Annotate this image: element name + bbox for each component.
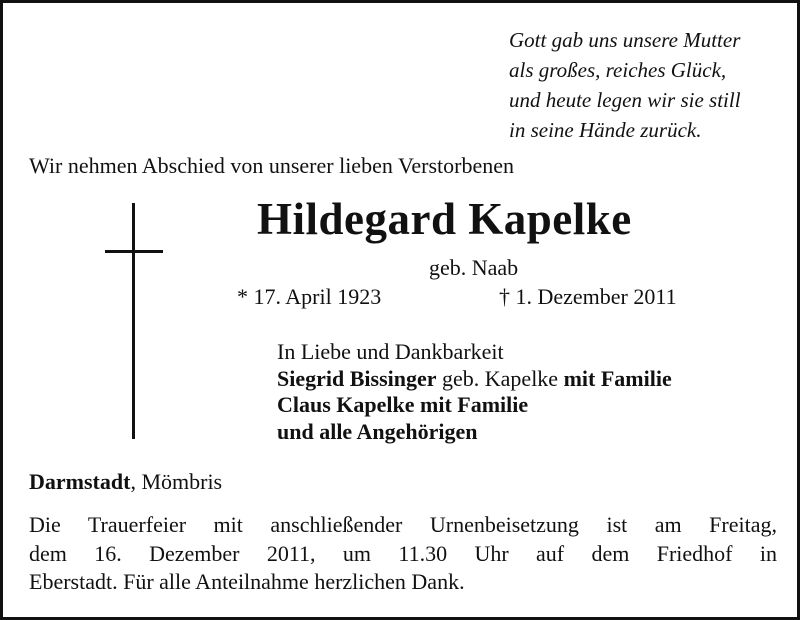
verse-line: Gott gab uns unsere Mutter [509, 28, 741, 52]
notice-line: Die Trauerfeier mit anschließender Urnenbeisetzung ist am Freitag, [29, 512, 777, 537]
notice-line: dem 16. Dezember 2011, um 11.30 Uhr auf dem Friedhof in [29, 540, 777, 566]
farewell-intro: Wir nehmen Abschied von unserer lieben Verstorbenen [29, 153, 515, 178]
mourner-line [277, 366, 672, 393]
verse-line: und heute legen wir sie still [509, 88, 741, 112]
mourner-relatives: und alle Angehörigen [277, 418, 478, 444]
mourner-family: mit Familie [563, 365, 672, 391]
mourner-name: Siegrid Bissinger [277, 365, 437, 391]
mourner-line [277, 392, 672, 419]
place-main: Darmstadt [29, 469, 131, 494]
cross-icon [105, 203, 163, 439]
memorial-verse [509, 25, 769, 145]
maiden-name: geb. Naab [429, 255, 519, 280]
deceased-name: Hildegard Kapelke [257, 194, 632, 244]
funeral-notice [29, 511, 777, 597]
mourner-name: Claus Kapelke mit Familie [277, 392, 529, 417]
verse-line: als großes, reiches Glück, [509, 58, 727, 82]
mourner-line [277, 419, 672, 446]
mourners-intro: In Liebe und Dankbarkeit [277, 339, 504, 364]
notice-line: Eberstadt. Für alle Anteilnahme herzlichen Dank. [29, 569, 465, 594]
verse-line: in seine Hände zurück. [509, 118, 702, 142]
place-rest: , Mömbris [130, 469, 223, 494]
mourner-maiden: geb. Kapelke [436, 365, 564, 391]
places [29, 469, 222, 495]
birth-date: * 17. April 1923 [237, 284, 382, 309]
mourners-list [277, 339, 672, 445]
death-date: † 1. Dezember 2011 [499, 284, 677, 309]
